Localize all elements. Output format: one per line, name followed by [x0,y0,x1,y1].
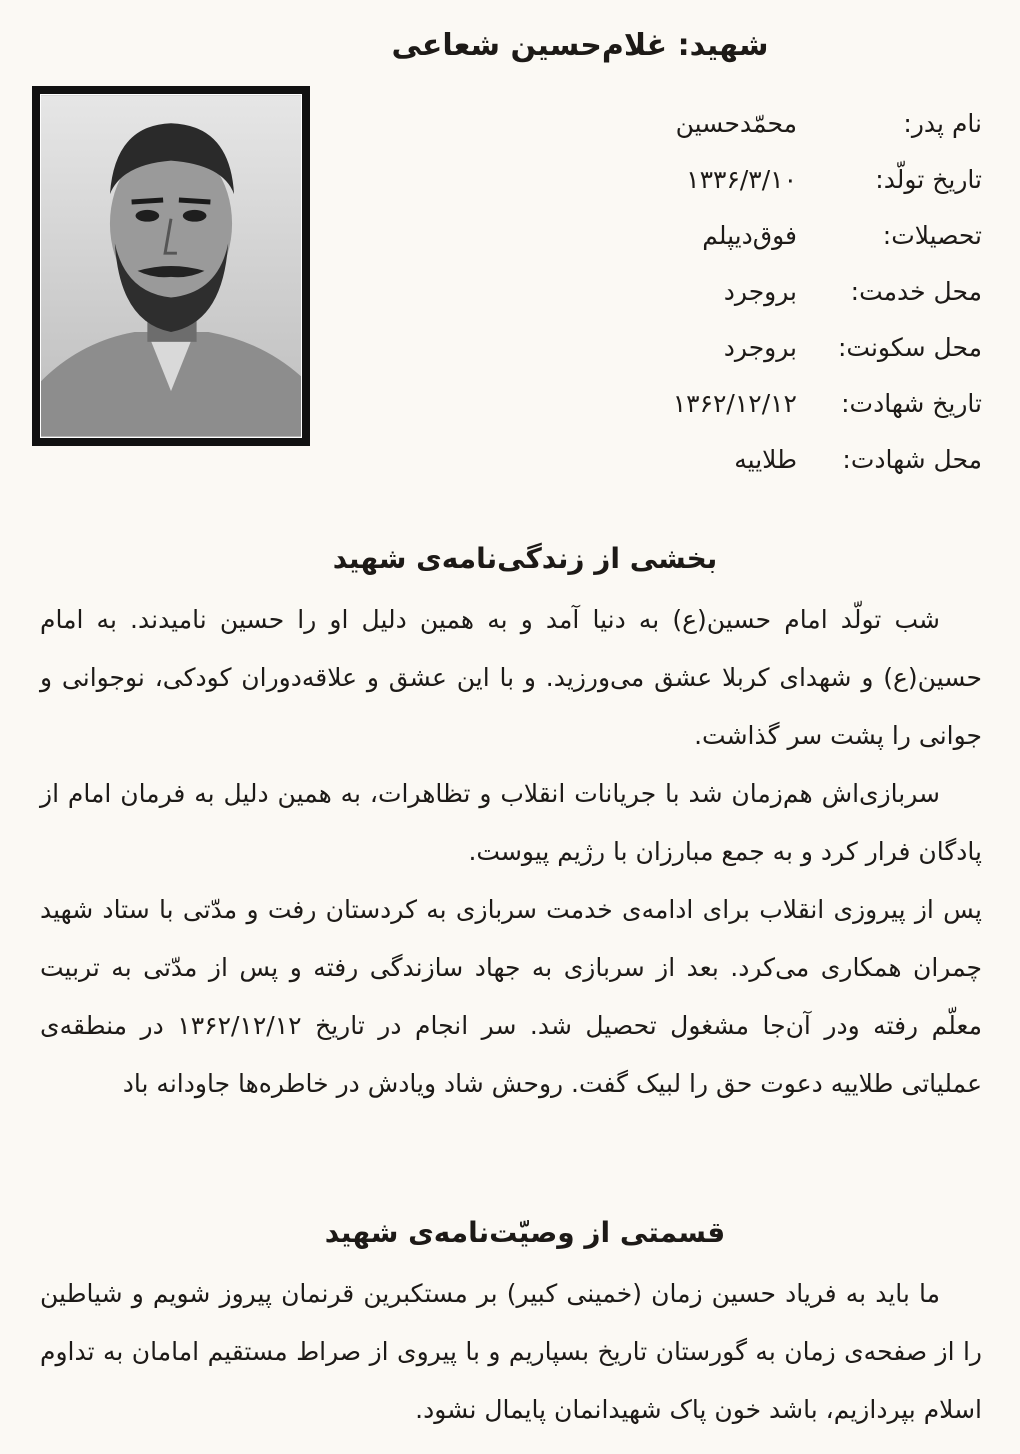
service-place-label: محل خدمت: [850,276,982,306]
will-text [40,1265,982,1439]
father-value: محمّدحسین [675,108,797,138]
birth-date-label: تاریخ تولّد: [875,164,982,194]
will-paragraph: ما باید به فریاد حسین زمان (خمینی کبیر) بر مستکبرین قرنمان پیروز شویم و شیاطین را از صفحه‌ی زمان به گورستان تاریخ بسپاریم و با پیروی از صراط مستقیم امامان به تداوم اسلام بپردازیم، باشد خون پاک شهیدانمان پایمال نشود. [40,1279,982,1424]
biography-text [40,591,982,1113]
profile-row-service-place [362,263,982,319]
birth-date-value: ۱۳۳۶/۳/۱۰ [686,164,797,194]
portrait-photo [32,86,310,446]
will-heading: قسمتی از وصیّت‌نامه‌ی شهید [324,1216,726,1249]
martyrdom-date-value: ۱۳۶۲/۱۲/۱۲ [672,388,797,418]
biography-paragraph: شب تولّد امام حسین(ع) به دنیا آمد و به همین دلیل او را حسین نامیدند. به امام حسین(ع) و شهدای کربلا عشق می‌ورزید. و با این عشق و علاقه‌دوران کودکی، نوجوانی و جوانی را پشت سر گذاشت. [40,605,982,750]
page-title: شهید: غلام‌حسین شعاعی [391,28,769,63]
profile-row-education [362,207,982,263]
martyrdom-place-value: طلاییه [734,444,797,474]
residence-value: بروجرد [723,332,797,362]
biography-heading: بخشی از زندگی‌نامه‌ی شهید [332,542,718,575]
martyrdom-date-label: تاریخ شهادت: [841,388,982,418]
martyrdom-place-label: محل شهادت: [842,444,982,474]
profile-row-father [362,95,982,151]
profile-row-martyrdom-place [362,431,982,487]
profile-row-birth-date [362,151,982,207]
education-value: فوق‌دیپلم [702,220,797,250]
profile-row-martyrdom-date [362,375,982,431]
education-label: تحصیلات: [882,220,982,250]
portrait-photo-frame [40,94,302,438]
profile-info [362,95,982,487]
portrait-photo-icon [41,95,301,437]
biography-paragraph: سربازی‌اش هم‌زمان شد با جریانات انقلاب و تظاهرات، به همین دلیل به فرمان امام از پادگان فرار کرد و به جمع مبارزان با رژیم پیوست. [40,779,982,866]
biography-paragraph: پس از پیروزی انقلاب برای ادامه‌ی خدمت سربازی به کردستان رفت و مدّتی با ستاد شهید چمران همکاری می‌کرد. بعد از سربازی به جهاد سازندگی رفته و پس از مدّتی به تربیت معلّم رفته ودر آن‌جا مشغول تحصیل شد. سر انجام در تاریخ ۱۳۶۲/۱۲/۱۲ در منطقه‌ی عملیاتی طلاییه دعوت حق را لبیک گفت. روحش شاد ویادش در خاطره‌ها جاودانه باد [40,895,982,1098]
residence-label: محل سکونت: [837,332,982,362]
profile-row-residence [362,319,982,375]
father-label: نام پدر: [903,108,982,138]
service-place-value: بروجرد [723,276,797,306]
